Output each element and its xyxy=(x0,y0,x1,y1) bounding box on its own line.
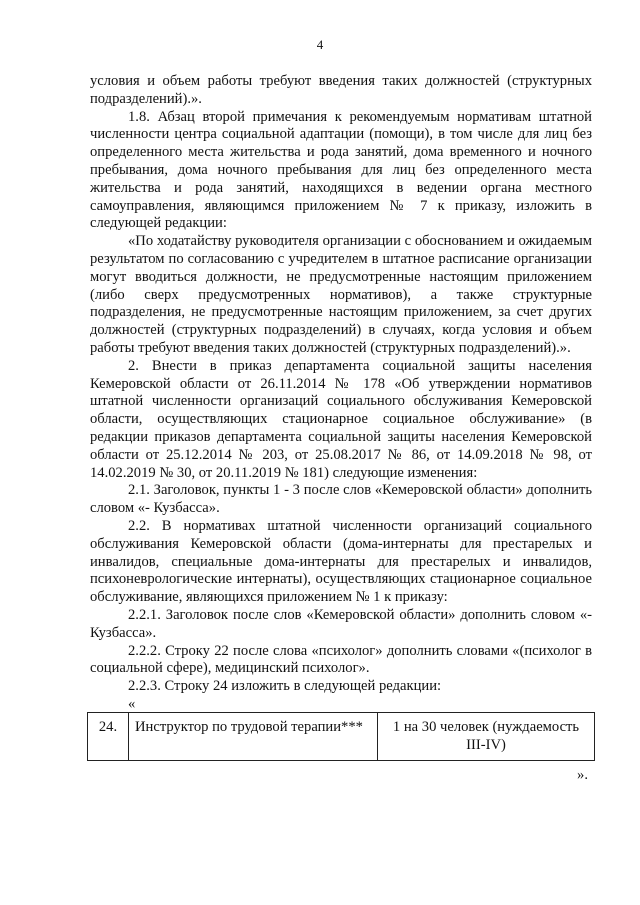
staff-norms-table xyxy=(87,712,595,762)
table-close-quote: ». xyxy=(577,767,588,784)
paragraph-item-2-1: 2.1. Заголовок, пункты 1 - 3 после слов «Кемеровской области» дополнить словом «- Кузбасса». xyxy=(90,482,592,517)
paragraph-continuation: условия и объем работы требуют введения таких должностей (структурных подразделений).». xyxy=(90,73,592,107)
position-name-cell: Инструктор по трудовой терапии*** xyxy=(129,712,378,761)
paragraph-item-2-2-1: 2.2.1. Заголовок после слов «Кемеровской области» дополнить словом «- Кузбасса». xyxy=(90,606,592,641)
paragraph-item-2-2-3: 2.2.3. Строку 24 изложить в следующей редакции: xyxy=(128,678,442,695)
paragraph-item-2-2: 2.2. В нормативах штатной численности организаций социального обслуживания Кемеровской области (дома-интернаты для престарелых и инвалидов, специальные дома-интернаты для престарелых и инвалидов, психоневрологические интернаты), осуществляющих стационарное социальное обслуживание, являющихся приложением № 1 к приказу: xyxy=(90,517,592,606)
row-number-cell: 24. xyxy=(88,712,129,761)
page-number: 4 xyxy=(316,37,324,52)
table-open-quote: « xyxy=(128,695,136,712)
table-row xyxy=(88,712,595,761)
paragraph-quoted-note: «По ходатайству руководителя организации с обоснованием и ожидаемым результатом по согласованию с учредителем в штатное расписание организации могут вводиться должности, не предусмотренные настоящим приложением (либо сверх предусмотренных нормативов), а также структурные подразделения, не предусмотренные настоящим приложением, за счет других должностей (структурных подразделений) в случаях, когда условия и объем работы требуют введения таких должностей (структурных подразделений).». xyxy=(90,233,592,356)
paragraph-item-2: 2. Внести в приказ департамента социальной защиты населения Кемеровской области от 26.11.2014 № 178 «Об утверждении нормативов штатной численности организаций социального обслуживания Кемеровской области, осуществляющих стационарное социальное обслуживание» (в редакции приказов департамента социальной защиты населения Кемеровской области от 25.12.2014 № 203, от 25.08.2017 № 86, от 14.09.2018 № 98, от 14.02.2019 № 30, от 20.11.2019 № 181) следующие изменения: xyxy=(90,357,592,481)
paragraph-item-2-2-2: 2.2.2. Строку 22 после слова «психолог» дополнить словами «(психолог в социальной сфере), медицинский психолог». xyxy=(90,642,592,677)
staffing-norm-cell: 1 на 30 человек (нуждаемость III-IV) xyxy=(378,712,595,761)
document-body xyxy=(90,73,592,785)
paragraph-item-1-8: 1.8. Абзац второй примечания к рекомендуемым нормативам штатной численности центра социальной адаптации (помощи), в том числе для лиц без определенного места жительства и рода занятий, дома временного и ночного пребывания, дома ночного пребывания для лиц без определенного места жительства и рода занятий, находящихся в ведении органа местного самоуправления, являющимся приложением № 7 к приказу, изложить в следующей редакции: xyxy=(90,108,592,232)
